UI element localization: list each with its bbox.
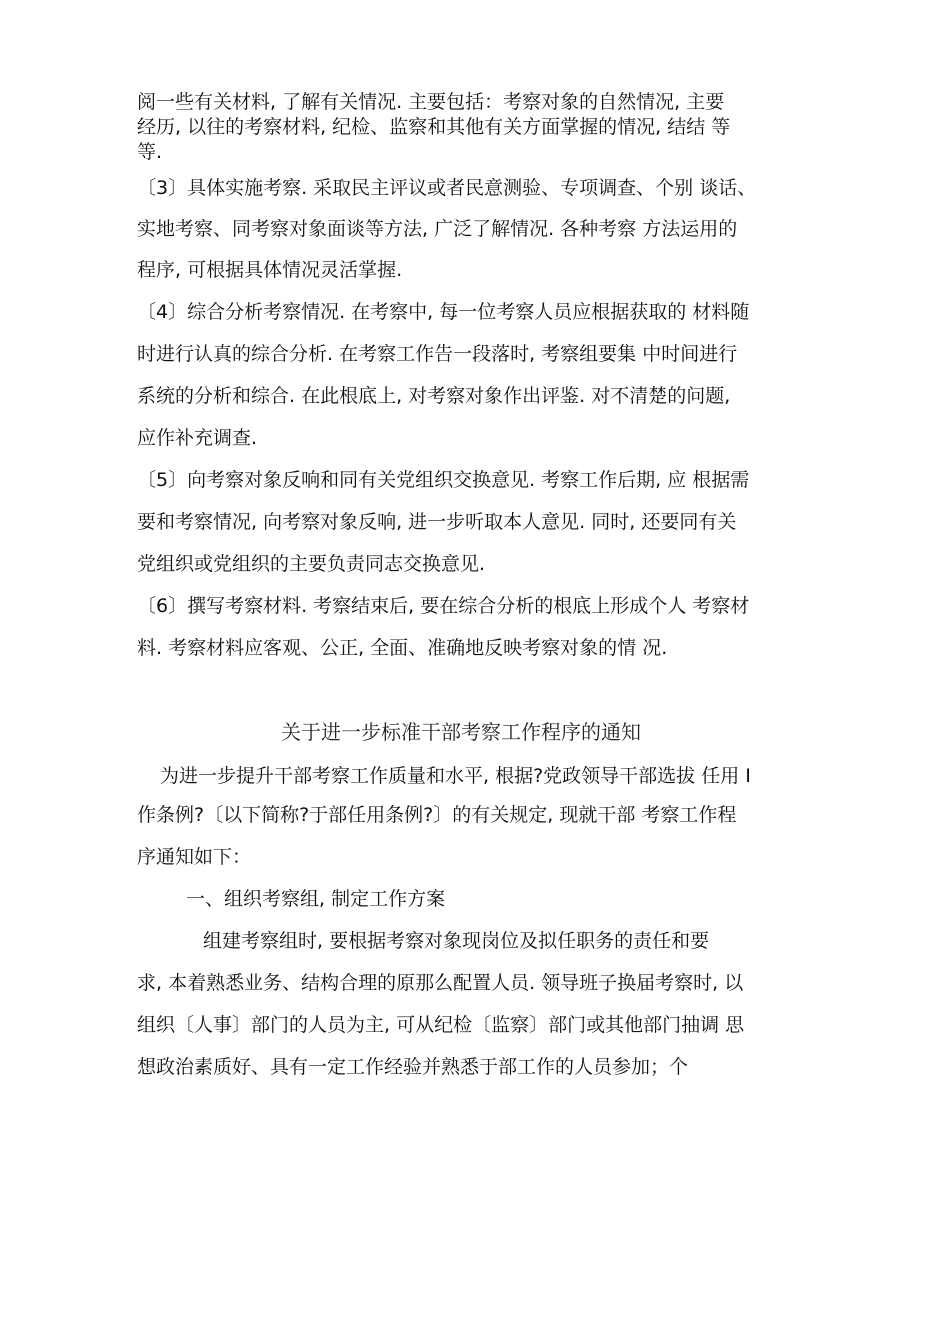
- text-line: 〔6〕撰写考察材料. 考察结束后, 要在综合分析的根底上形成个人 考察材: [137, 595, 750, 617]
- text-line: 为进一步提升干部考察工作质量和水平, 根据?党政领导干部选拔 任用 I: [160, 765, 751, 787]
- text-line: 要和考察情况, 向考察对象反响, 进一步听取本人意见. 同时, 还要同有关: [137, 511, 737, 533]
- text-line: 序通知如下：: [137, 846, 252, 868]
- text-line: 等.: [137, 141, 163, 163]
- text-line: 作条例?〔以下简称?于部任用条例?〕的有关规定, 现就干部 考察工作程: [137, 804, 737, 826]
- text-line: 料. 考察材料应客观、公正, 全面、准确地反映考察对象的情 况.: [137, 637, 668, 659]
- text-line: 程序, 可根据具体情况灵活掌握.: [137, 259, 403, 281]
- text-line: 应作补充调查.: [137, 427, 258, 449]
- text-line: 阅一些有关材料, 了解有关情况. 主要包括：考察对象的自然情况, 主要: [137, 91, 725, 113]
- text-line: 时进行认真的综合分析. 在考察工作告一段落时, 考察组要集 中时间进行: [137, 343, 738, 365]
- notice-title: 关于进一步标准干部考察工作程序的通知: [281, 720, 641, 744]
- text-line: 〔4〕综合分析考察情况. 在考察中, 每一位考察人员应根据获取的 材料随: [137, 301, 750, 323]
- section-heading: 一、组织考察组, 制定工作方案: [186, 888, 446, 910]
- text-line: 求, 本着熟悉业务、结构合理的原那么配置人员. 领导班子换届考察时, 以: [137, 972, 744, 994]
- text-line: 系统的分析和综合. 在此根底上, 对考察对象作出评鉴. 对不清楚的问题,: [137, 385, 731, 407]
- text-line: 想政治素质好、具有一定工作经验并熟悉于部工作的人员参加；个: [137, 1056, 689, 1078]
- text-line: 〔5〕向考察对象反响和同有关党组织交换意见. 考察工作后期, 应 根据需: [137, 469, 750, 491]
- text-line: 〔3〕具体实施考察. 采取民主评议或者民意测验、专项调查、个别 谈话、: [137, 177, 757, 199]
- text-line: 组建考察组时, 要根据考察对象现岗位及拟任职务的责任和要: [203, 930, 710, 952]
- text-line: 实地考察、同考察对象面谈等方法, 广泛了解情况. 各种考察 方法运用的: [137, 218, 738, 240]
- text-line: 党组织或党组织的主要负责同志交换意见.: [137, 553, 486, 575]
- text-line: 组织〔人事〕部门的人员为主, 可从纪检〔监察〕部门或其他部门抽调 思: [137, 1014, 745, 1036]
- text-line: 经历, 以往的考察材料, 纪检、监察和其他有关方面掌握的情况, 结结 等: [137, 116, 731, 138]
